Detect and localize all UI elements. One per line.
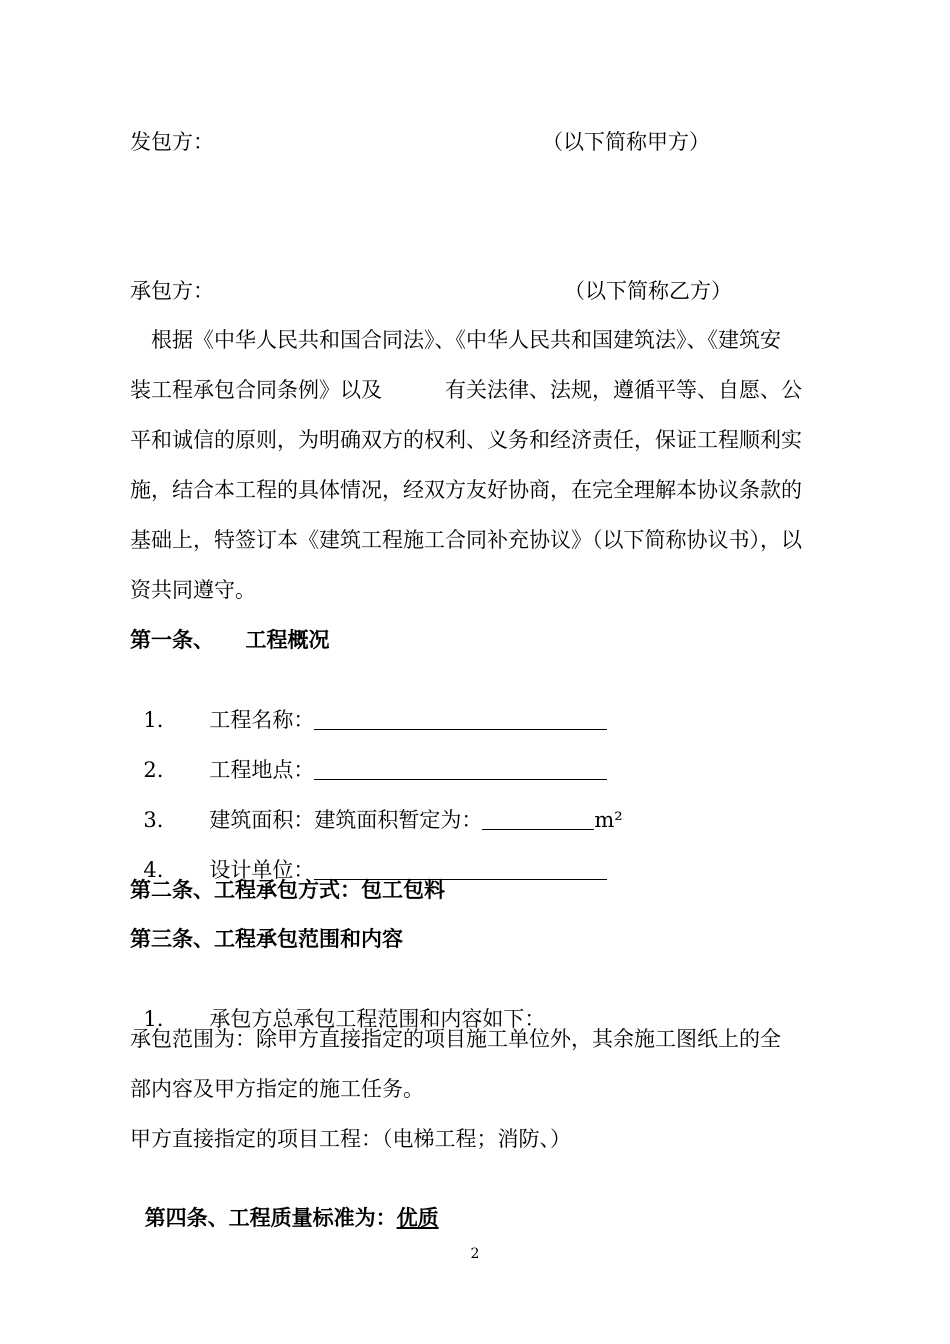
article-4-prefix: 第四条、工程质量标准为：: [144, 1206, 397, 1230]
item-text: 建筑面积：建筑面积暂定为：: [209, 808, 483, 832]
item-number: 2.: [143, 758, 164, 782]
article-3-title: 第三条、工程承包范围和内容: [130, 927, 403, 951]
item-text: 工程地点：: [209, 758, 315, 782]
page-number: 2: [470, 1246, 480, 1262]
party-b-note: （以下简称乙方）: [564, 279, 732, 303]
party-a-note: （以下简称甲方）: [542, 130, 710, 154]
item-text: 设计单位：: [209, 858, 315, 882]
party-a-label: 发包方：: [130, 130, 214, 154]
intro-line: 平和诚信的原则，为明确双方的权利、义务和经济责任，保证工程顺利实: [130, 428, 802, 452]
article-1-title: 第一条、 工程概况: [130, 628, 330, 652]
article-4-title: [130, 1173, 439, 1233]
item-number: 1.: [143, 1007, 164, 1031]
scope-line: 承包范围为：除甲方直接指定的项目施工单位外，其余施工图纸上的全: [130, 1027, 781, 1051]
quality-standard-value: 优质: [396, 1206, 439, 1230]
intro-line: 装工程承包合同条例》以及 有关法律、法规，遵循平等、自愿、公: [130, 378, 802, 402]
designated-projects: 甲方直接指定的项目工程：（电梯工程；消防、）: [130, 1127, 571, 1151]
intro-line: 施，结合本工程的具体情况，经双方友好协商，在完全理解本协议条款的: [130, 478, 802, 502]
area-unit: m²: [594, 808, 623, 832]
intro-line: 根据《中华人民共和国合同法》、《中华人民共和国建筑法》、《建筑安: [130, 328, 781, 352]
item-number: 4.: [143, 858, 164, 882]
intro-line: 资共同遵守。: [130, 578, 256, 602]
item-number: 1.: [143, 708, 164, 732]
intro-line: 基础上，特签订本《建筑工程施工合同补充协议》（以下简称协议书），以: [130, 528, 802, 552]
scope-line: 部内容及甲方指定的施工任务。: [130, 1077, 424, 1101]
item-text: 工程名称：: [209, 708, 315, 732]
item-text: 承包方总承包工程范围和内容如下：: [209, 1007, 546, 1031]
article-2-title: 第二条、工程承包方式：包工包料: [130, 878, 445, 902]
item-number: 3.: [143, 808, 164, 832]
party-b-label: 承包方：: [130, 279, 214, 303]
